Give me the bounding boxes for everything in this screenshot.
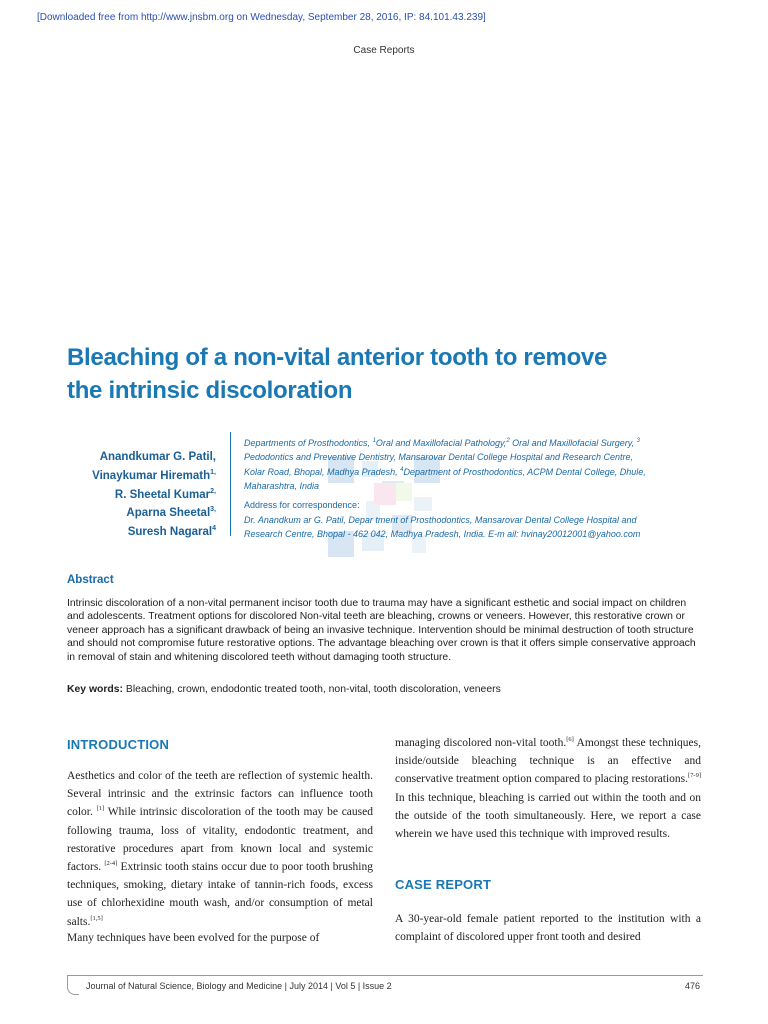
- case-report-heading: CASE REPORT: [395, 877, 492, 892]
- affiliation-line-1: Departments of Prosthodontics, $^1$Oral and Maxillofacial Pathology,$^2$ Oral and Maxillofacial Surgery, $^3$: [244, 438, 640, 448]
- keywords-label: Key words:: [67, 684, 124, 695]
- affiliation-divider: [230, 432, 231, 536]
- correspondence-heading: Address for correspondence:: [244, 500, 360, 510]
- introduction-paragraph-1: Aesthetics and color of the teeth are reflection of systemic health. Several intrinsic and the extrinsic factors can influence tooth color. [1] While intrinsic discoloration of the tooth may be caused following trauma, loss of vitality, endodontic treatment, and restorative procedures apart from known local and systemic factors. [2-4] Extrinsic tooth stains occur due to poor tooth brushing techniques, smoking, dietary intake of tannin-rich foods, excess use of chlorhexidine mouth wash, and/or consumption of metal salts.[1,5]: [67, 770, 373, 928]
- section-label: Case Reports: [353, 45, 415, 56]
- author-2: Vinaykumar Hiremath$^{1,}$: [92, 468, 216, 482]
- author-1: Anandkumar G. Patil,: [99, 450, 216, 463]
- footer-corner-hook: [67, 975, 79, 995]
- affiliations: [244, 435, 704, 493]
- footer-rule: [67, 975, 703, 976]
- abstract-heading: Abstract: [67, 574, 114, 586]
- keywords-text: Bleaching, crown, endodontic treated tooth, non-vital, tooth discoloration, veneers: [123, 684, 501, 695]
- affiliation-line-2: Pedodontics and Preventive Dentistry, Mansarovar Dental College Hospital and Research Centre,: [244, 451, 634, 462]
- footer-journal-info: Journal of Natural Science, Biology and Medicine | July 2014 | Vol 5 | Issue 2: [86, 981, 392, 991]
- keywords: [67, 684, 707, 695]
- correspondence-line-1: Dr. Anandkum ar G. Patil, Depar tment of Prosthodontics, Mansarovar Dental College Hospital and: [244, 515, 637, 525]
- introduction-heading: INTRODUCTION: [67, 737, 170, 752]
- affiliation-line-3: Kolar Road, Bhopal, Madhya Pradesh, $^4$Department of Prosthodontics, ACPM Dental College, Dhule,: [244, 467, 646, 477]
- title-line-2: the intrinsic discoloration: [67, 377, 353, 404]
- introduction-paragraph-continued: managing discolored non-vital tooth.[6] Amongst these techniques, inside/outside bleaching technique is an effective and conservative treatment option compared to placing restorations.[7-9] In this technique, bleaching is carried out within the tooth and on the outside of the tooth simultaneously. Here, we report a case wherein we have used this technique with improved results.: [395, 736, 701, 841]
- author-4: Aparna Sheetal$^{3,}$: [126, 506, 216, 520]
- author-list: [40, 446, 216, 540]
- article-title: [67, 341, 717, 407]
- correspondence-line-2: Research Centre, Bhopal - 462 042, Madhya Pradesh, India. E-m ail: hvinay20012001@yahoo.com: [244, 528, 641, 539]
- download-notice: [Downloaded free from http://www.jnsbm.org on Wednesday, September 28, 2016, IP: 84.101.43.239]: [37, 12, 486, 23]
- author-3: R. Sheetal Kumar$^{2,}$: [114, 487, 216, 501]
- page-number: 476: [684, 981, 700, 991]
- author-5: Suresh Nagaral$^4$: [127, 525, 216, 539]
- abstract-text: Intrinsic discoloration of a non-vital permanent incisor tooth due to trauma may have a significant esthetic and social impact on children and adolescents. Treatment options for discolored Non-vital teeth are bleaching, crowns or veneers. However, this restorative crown or veneer approach has a significant drawback of being an invasive technique. Intervention should be minimal destruction of tooth structure and should not compromise future restorative options. The advantage bleaching over crown is that it offers simple conservative approach in removal of stain and whitening discolored teeth without damaging tooth structure.: [67, 598, 696, 663]
- affiliation-line-4: Maharashtra, India: [244, 480, 320, 491]
- case-report-paragraph-1: A 30-year-old female patient reported to the institution with a complaint of discolored upper front tooth and desired: [395, 913, 701, 944]
- introduction-paragraph-2: Many techniques have been evolved for the purpose of: [67, 932, 320, 944]
- title-line-1: Bleaching of a non-vital anterior tooth to remove: [67, 344, 608, 371]
- correspondence-address: [244, 514, 704, 541]
